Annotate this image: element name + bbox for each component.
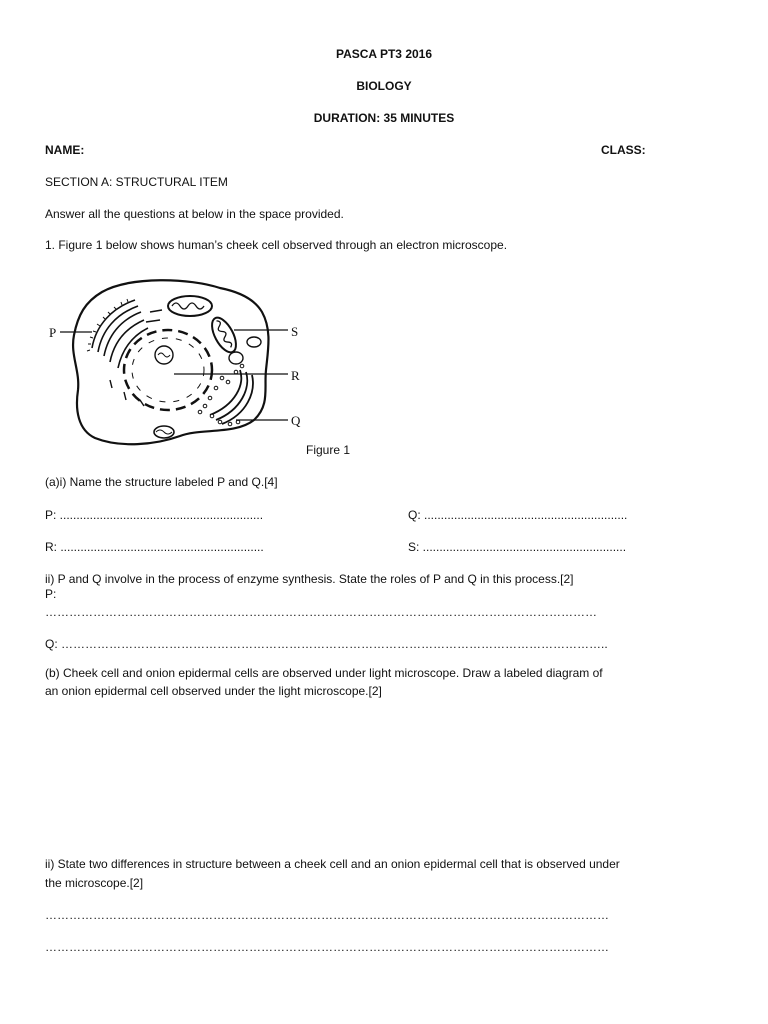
question-b-ii-line1: ii) State two differences in structure between a cheek cell and an onion epidermal cell that is observed under <box>45 857 620 871</box>
label-s: S <box>291 324 299 339</box>
drawing-area[interactable] <box>45 706 725 846</box>
answer-r-line[interactable]: R: ............................................................. <box>45 540 264 554</box>
figure-caption: Figure 1 <box>306 443 351 457</box>
class-label: CLASS: <box>601 143 646 157</box>
answer-b-ii-line-2[interactable]: …………………………………………………………………………………………………………………………… <box>45 940 609 954</box>
question-b-ii-line2: the microscope.[2] <box>45 876 144 890</box>
question-a-i-prompt: (a)i) Name the structure labeled P and Q.[4] <box>45 475 278 489</box>
label-r: R <box>291 368 300 383</box>
subject-heading: BIOLOGY <box>356 79 412 93</box>
question-b-line2: an onion epidermal cell observed under the light microscope.[2] <box>45 684 382 698</box>
answer-ii-p-line[interactable]: ………………………………………………………………………………………………………………………… <box>45 605 597 619</box>
label-q: Q <box>291 413 301 428</box>
section-title: SECTION A: STRUCTURAL ITEM <box>45 175 228 189</box>
answer-p-line[interactable]: P: ............................................................. <box>45 508 264 522</box>
answer-q-line[interactable]: Q: ............................................................. <box>408 508 628 522</box>
question-b-line1: (b) Cheek cell and onion epidermal cells are observed under light microscope. Draw a labeled diagram of <box>45 666 603 680</box>
exam-title: PASCA PT3 2016 <box>335 47 433 61</box>
label-p: P <box>49 325 57 340</box>
name-label: NAME: <box>45 143 85 157</box>
question-1-intro: 1. Figure 1 below shows human’s cheek cell observed through an electron microscope. <box>45 238 508 252</box>
answer-s-line[interactable]: S: ............................................................. <box>408 540 627 554</box>
answer-b-ii-line-1[interactable]: …………………………………………………………………………………………………………………………… <box>45 908 609 922</box>
mitochondrion-top <box>168 296 212 316</box>
answer-ii-p-label: P: <box>45 587 57 601</box>
section-instruction: Answer all the questions at below in the space provided. <box>45 207 344 221</box>
question-a-ii-prompt: ii) P and Q involve in the process of enzyme synthesis. State the roles of P and Q in this process.[2] <box>45 572 574 586</box>
cheek-cell-diagram <box>40 270 360 450</box>
answer-ii-q-line[interactable]: Q: ……………………………………………………………………………………………………………………….. <box>45 637 608 651</box>
duration-heading: DURATION: 35 MINUTES <box>313 111 455 125</box>
